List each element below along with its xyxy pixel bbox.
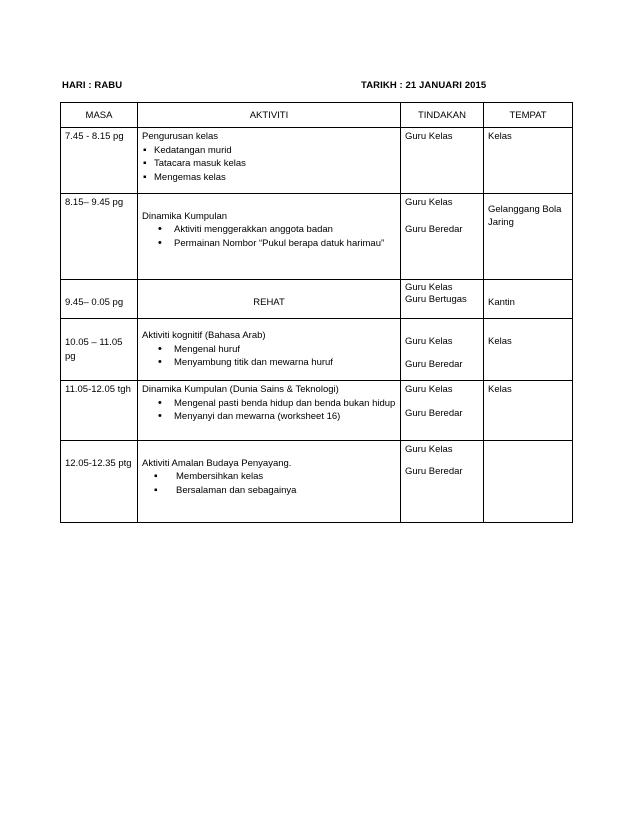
table-row (61, 280, 573, 319)
action-cell: Guru Kelas (401, 128, 484, 194)
table-row (61, 441, 573, 523)
activity-title: Dinamika Kumpulan (Dunia Sains & Teknologi) (142, 384, 339, 395)
action-cell: Guru Kelas Guru Beredar (401, 441, 484, 523)
place-cell (484, 441, 573, 523)
activity-cell (138, 381, 401, 441)
time-cell: 12.05-12.35 ptg (61, 441, 138, 523)
table-row (61, 319, 573, 381)
day-heading: HARI : RABU (62, 80, 123, 91)
table-row (61, 128, 573, 194)
column-header-masa: MASA (61, 103, 138, 128)
column-header-tindakan: TINDAKAN (401, 103, 484, 128)
column-header-aktiviti: AKTIVITI (138, 103, 401, 128)
activity-title: Aktiviti Amalan Budaya Penyayang. (142, 457, 292, 469)
activity-title: Aktiviti kognitif (Bahasa Arab) (142, 330, 266, 342)
place-cell: Gelanggang Bola Jaring (484, 194, 573, 280)
list-item: ▪ Kedatangan murid (142, 144, 396, 158)
activity-cell (138, 319, 401, 381)
list-item: • Menyanyi dan mewarna (worksheet 16) (142, 410, 396, 424)
time-cell: 9.45– 0.05 pg (61, 280, 138, 319)
column-header-tempat: TEMPAT (484, 103, 573, 128)
time-cell: 10.05 – 11.05 pg (61, 319, 138, 381)
activity-cell (138, 128, 401, 194)
schedule-table (60, 102, 573, 523)
time-cell: 11.05-12.05 tgh (61, 381, 138, 441)
list-item: • Menyambung titik dan mewarna huruf (142, 356, 396, 370)
list-item: ▪ Mengemas kelas (142, 171, 396, 185)
list-item: ▪ Bersalaman dan sebagainya (142, 484, 396, 498)
activity-title: Pengurusan kelas (142, 131, 219, 142)
list-item: • Mengenal pasti benda hidup dan benda bukan hidup (142, 397, 396, 411)
action-cell: Guru Kelas Guru Bertugas (401, 280, 484, 319)
list-item: • Aktiviti menggerakkan anggota badan (142, 223, 396, 237)
place-cell: Kelas (484, 319, 573, 381)
place-cell: Kantin (484, 280, 573, 319)
place-cell: Kelas (484, 381, 573, 441)
table-row (61, 381, 573, 441)
action-cell: Guru Kelas Guru Beredar (401, 194, 484, 280)
place-cell: Kelas (484, 128, 573, 194)
time-cell: 7.45 - 8.15 pg (61, 128, 138, 194)
activity-cell (138, 441, 401, 523)
activity-title: REHAT (253, 296, 285, 308)
action-cell: Guru Kelas Guru Beredar (401, 381, 484, 441)
table-row (61, 194, 573, 280)
table-header-row (61, 103, 573, 128)
activity-cell (138, 280, 401, 319)
activity-cell (138, 194, 401, 280)
list-item: ▪ Tatacara masuk kelas (142, 157, 396, 171)
action-cell: Guru Kelas Guru Beredar (401, 319, 484, 381)
date-heading: TARIKH : 21 JANUARI 2015 (361, 80, 487, 91)
list-item: ▪ Membersihkan kelas (142, 470, 396, 484)
time-cell: 8.15– 9.45 pg (61, 194, 138, 280)
list-item: • Permainan Nombor “Pukul berapa datuk harimau” (142, 237, 396, 251)
activity-title: Dinamika Kumpulan (142, 210, 228, 222)
list-item: • Mengenal huruf (142, 343, 396, 357)
